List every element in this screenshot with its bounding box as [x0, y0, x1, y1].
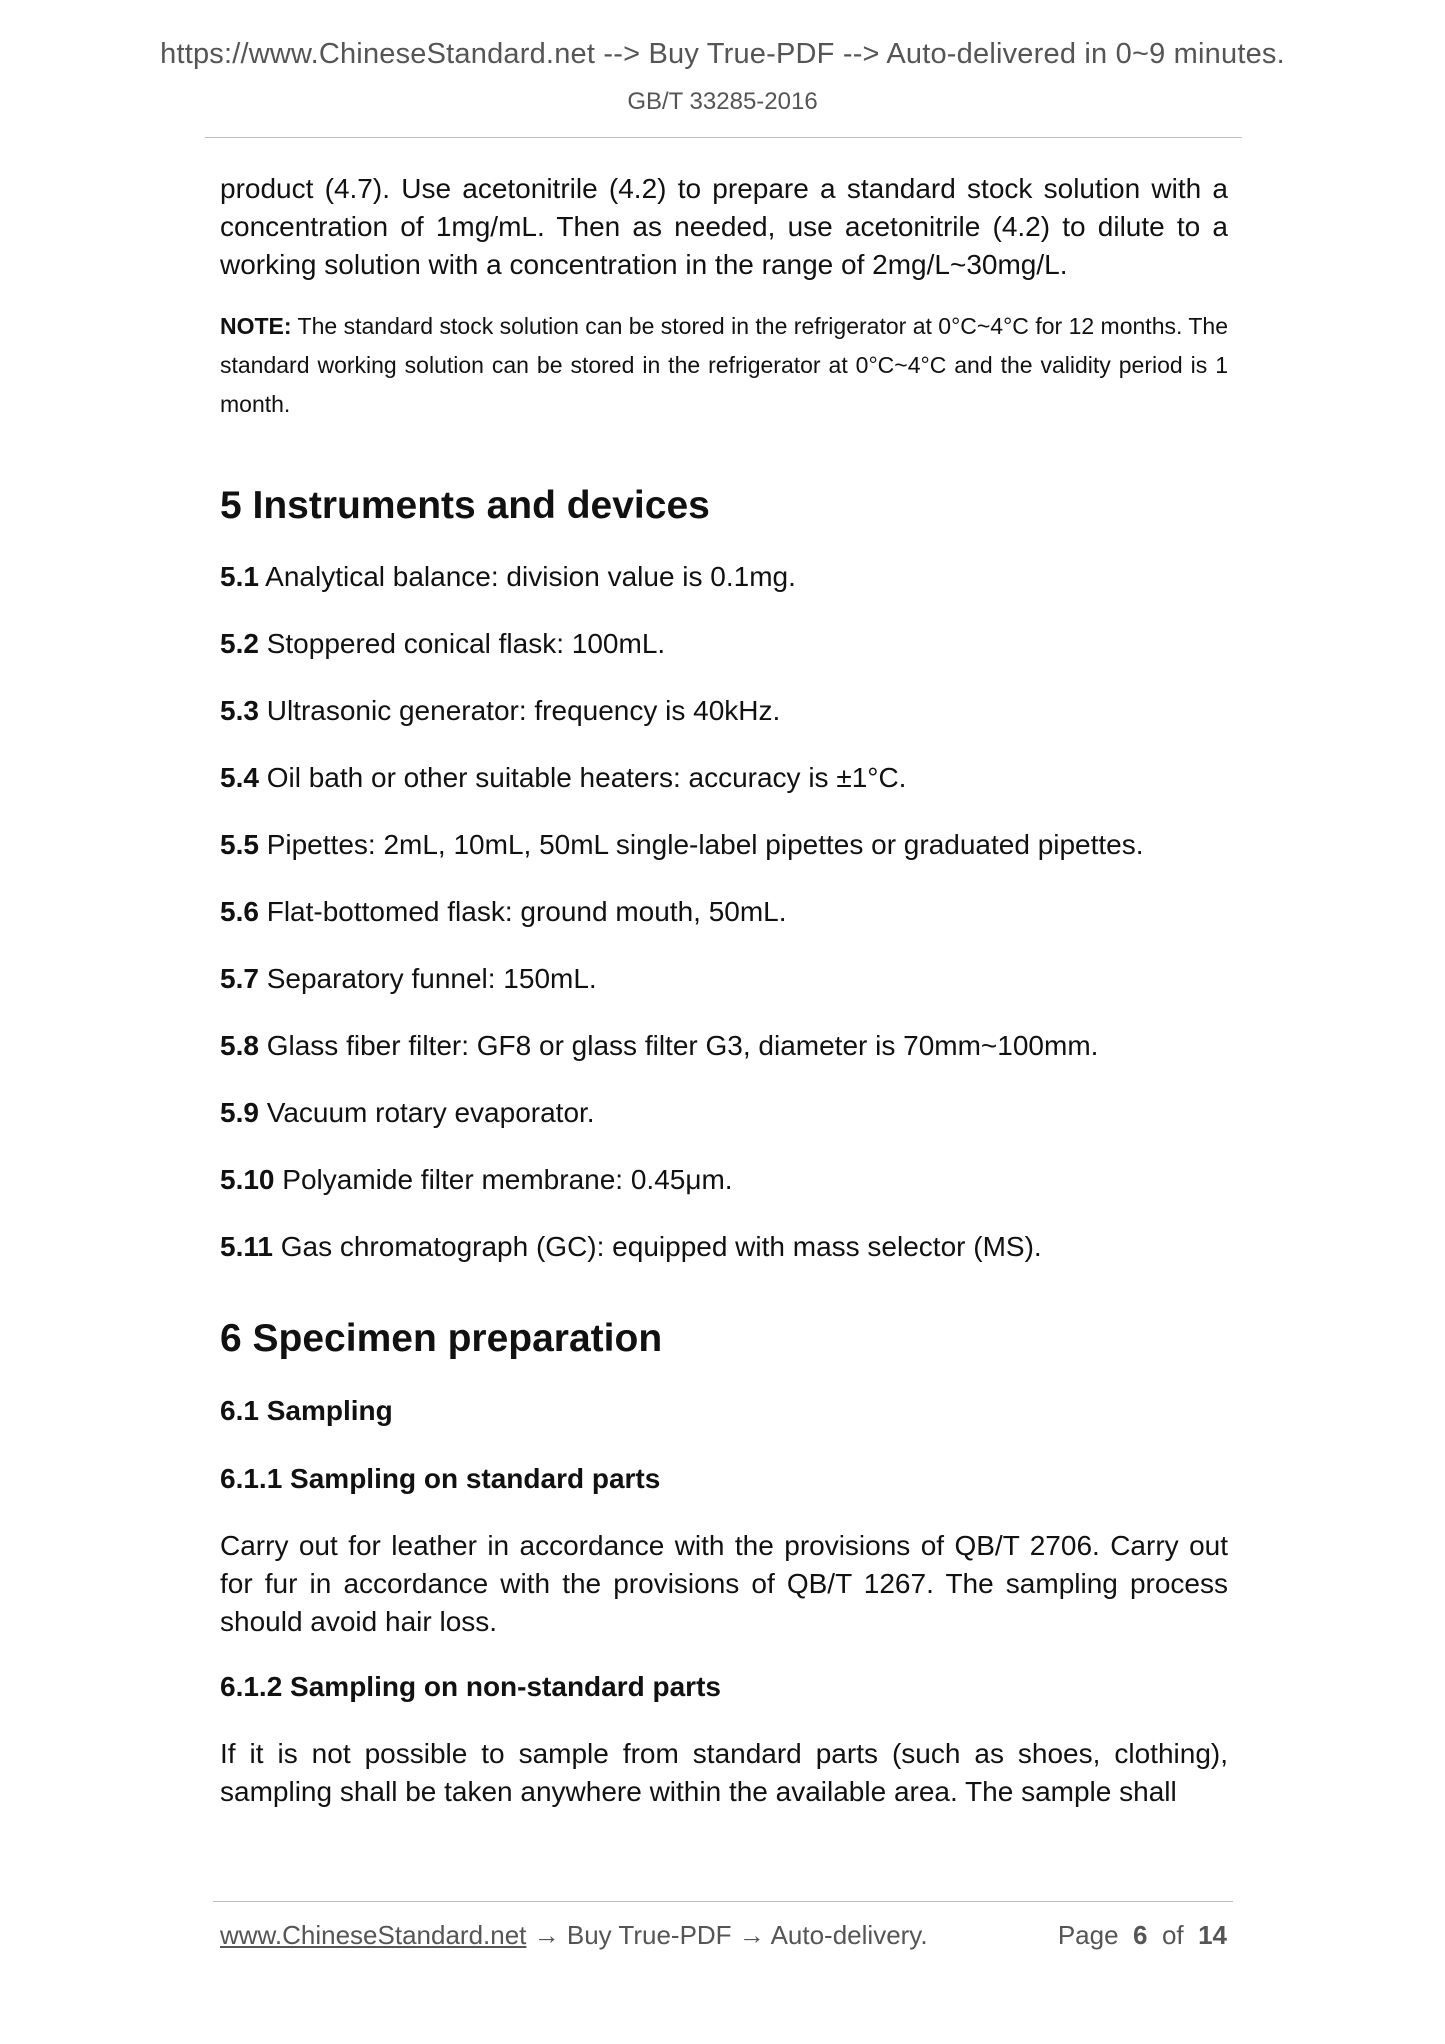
intro-paragraph: product (4.7). Use acetonitrile (4.2) to prepare a standard stock solution with a concentration of 1mg/mL. Then as needed, use acetonitrile (4.2) to dilute to a working solution with a concentration in the range of 2mg/L~30mg/L. — [220, 173, 1228, 280]
list-item: 5.8 Glass fiber filter: GF8 or glass filter G3, diameter is 70mm~100mm. — [220, 1030, 1099, 1061]
subsection-6-1-2-text: If it is not possible to sample from standard parts (such as shoes, clothing), sampling shall be taken anywhere within the available area. The sample shall — [220, 1738, 1228, 1807]
subsection-6-1-2-heading: 6.1.2 Sampling on non-standard parts — [220, 1671, 721, 1702]
note-paragraph — [220, 307, 1228, 424]
list-item: 5.3 Ultrasonic generator: frequency is 40kHz. — [220, 695, 781, 726]
section-5-heading: 5 Instruments and devices — [220, 484, 710, 527]
list-item: 5.2 Stoppered conical flask: 100mL. — [220, 628, 666, 659]
list-item: 5.7 Separatory funnel: 150mL. — [220, 963, 597, 994]
list-item: 5.1 Analytical balance: division value is 0.1mg. — [220, 561, 796, 592]
note-text: The standard stock solution can be stored in the refrigerator at 0°C~4°C for 12 months. The standard working solution can be stored in the refrigerator at 0°C~4°C and the validity period is 1 month. — [220, 313, 1228, 417]
footer-tail-text: → Buy True-PDF → Auto-delivery. — [526, 1920, 928, 1950]
subsection-6-1-1-text: Carry out for leather in accordance with the provisions of QB/T 2706. Carry out for fur in accordance with the provisions of QB/T 1267. The sampling process should avoid hair loss. — [220, 1530, 1228, 1637]
footer-site-link[interactable]: www.ChineseStandard.net — [220, 1920, 527, 1950]
page-total: 14 — [1198, 1920, 1227, 1950]
header-standard-number: GB/T 33285-2016 — [627, 88, 818, 115]
list-item: 5.11 Gas chromatograph (GC): equipped with mass selector (MS). — [220, 1231, 1042, 1262]
subsection-6-1-1-heading: 6.1.1 Sampling on standard parts — [220, 1463, 661, 1494]
subsection-6-1-heading: 6.1 Sampling — [220, 1395, 393, 1426]
list-item: 5.6 Flat-bottomed flask: ground mouth, 50mL. — [220, 896, 787, 927]
page-number: Page 6 of 14 — [1057, 1920, 1227, 1950]
page-current: 6 — [1133, 1920, 1148, 1950]
list-item: 5.9 Vacuum rotary evaporator. — [220, 1097, 595, 1128]
header-url-line[interactable]: https://www.ChineseStandard.net --> Buy True-PDF --> Auto-delivered in 0~9 minutes. — [160, 38, 1285, 70]
section-6-heading: 6 Specimen preparation — [220, 1317, 663, 1360]
footer-left — [220, 1920, 928, 1951]
list-item: 5.4 Oil bath or other suitable heaters: accuracy is ±1°C. — [220, 762, 907, 793]
note-label: NOTE: — [220, 313, 292, 339]
header-divider — [205, 137, 1242, 138]
page-content — [220, 170, 1228, 1811]
footer-divider — [213, 1901, 1233, 1902]
list-item: 5.5 Pipettes: 2mL, 10mL, 50mL single-label pipettes or graduated pipettes. — [220, 829, 1144, 860]
list-item: 5.10 Polyamide filter membrane: 0.45μm. — [220, 1164, 733, 1195]
